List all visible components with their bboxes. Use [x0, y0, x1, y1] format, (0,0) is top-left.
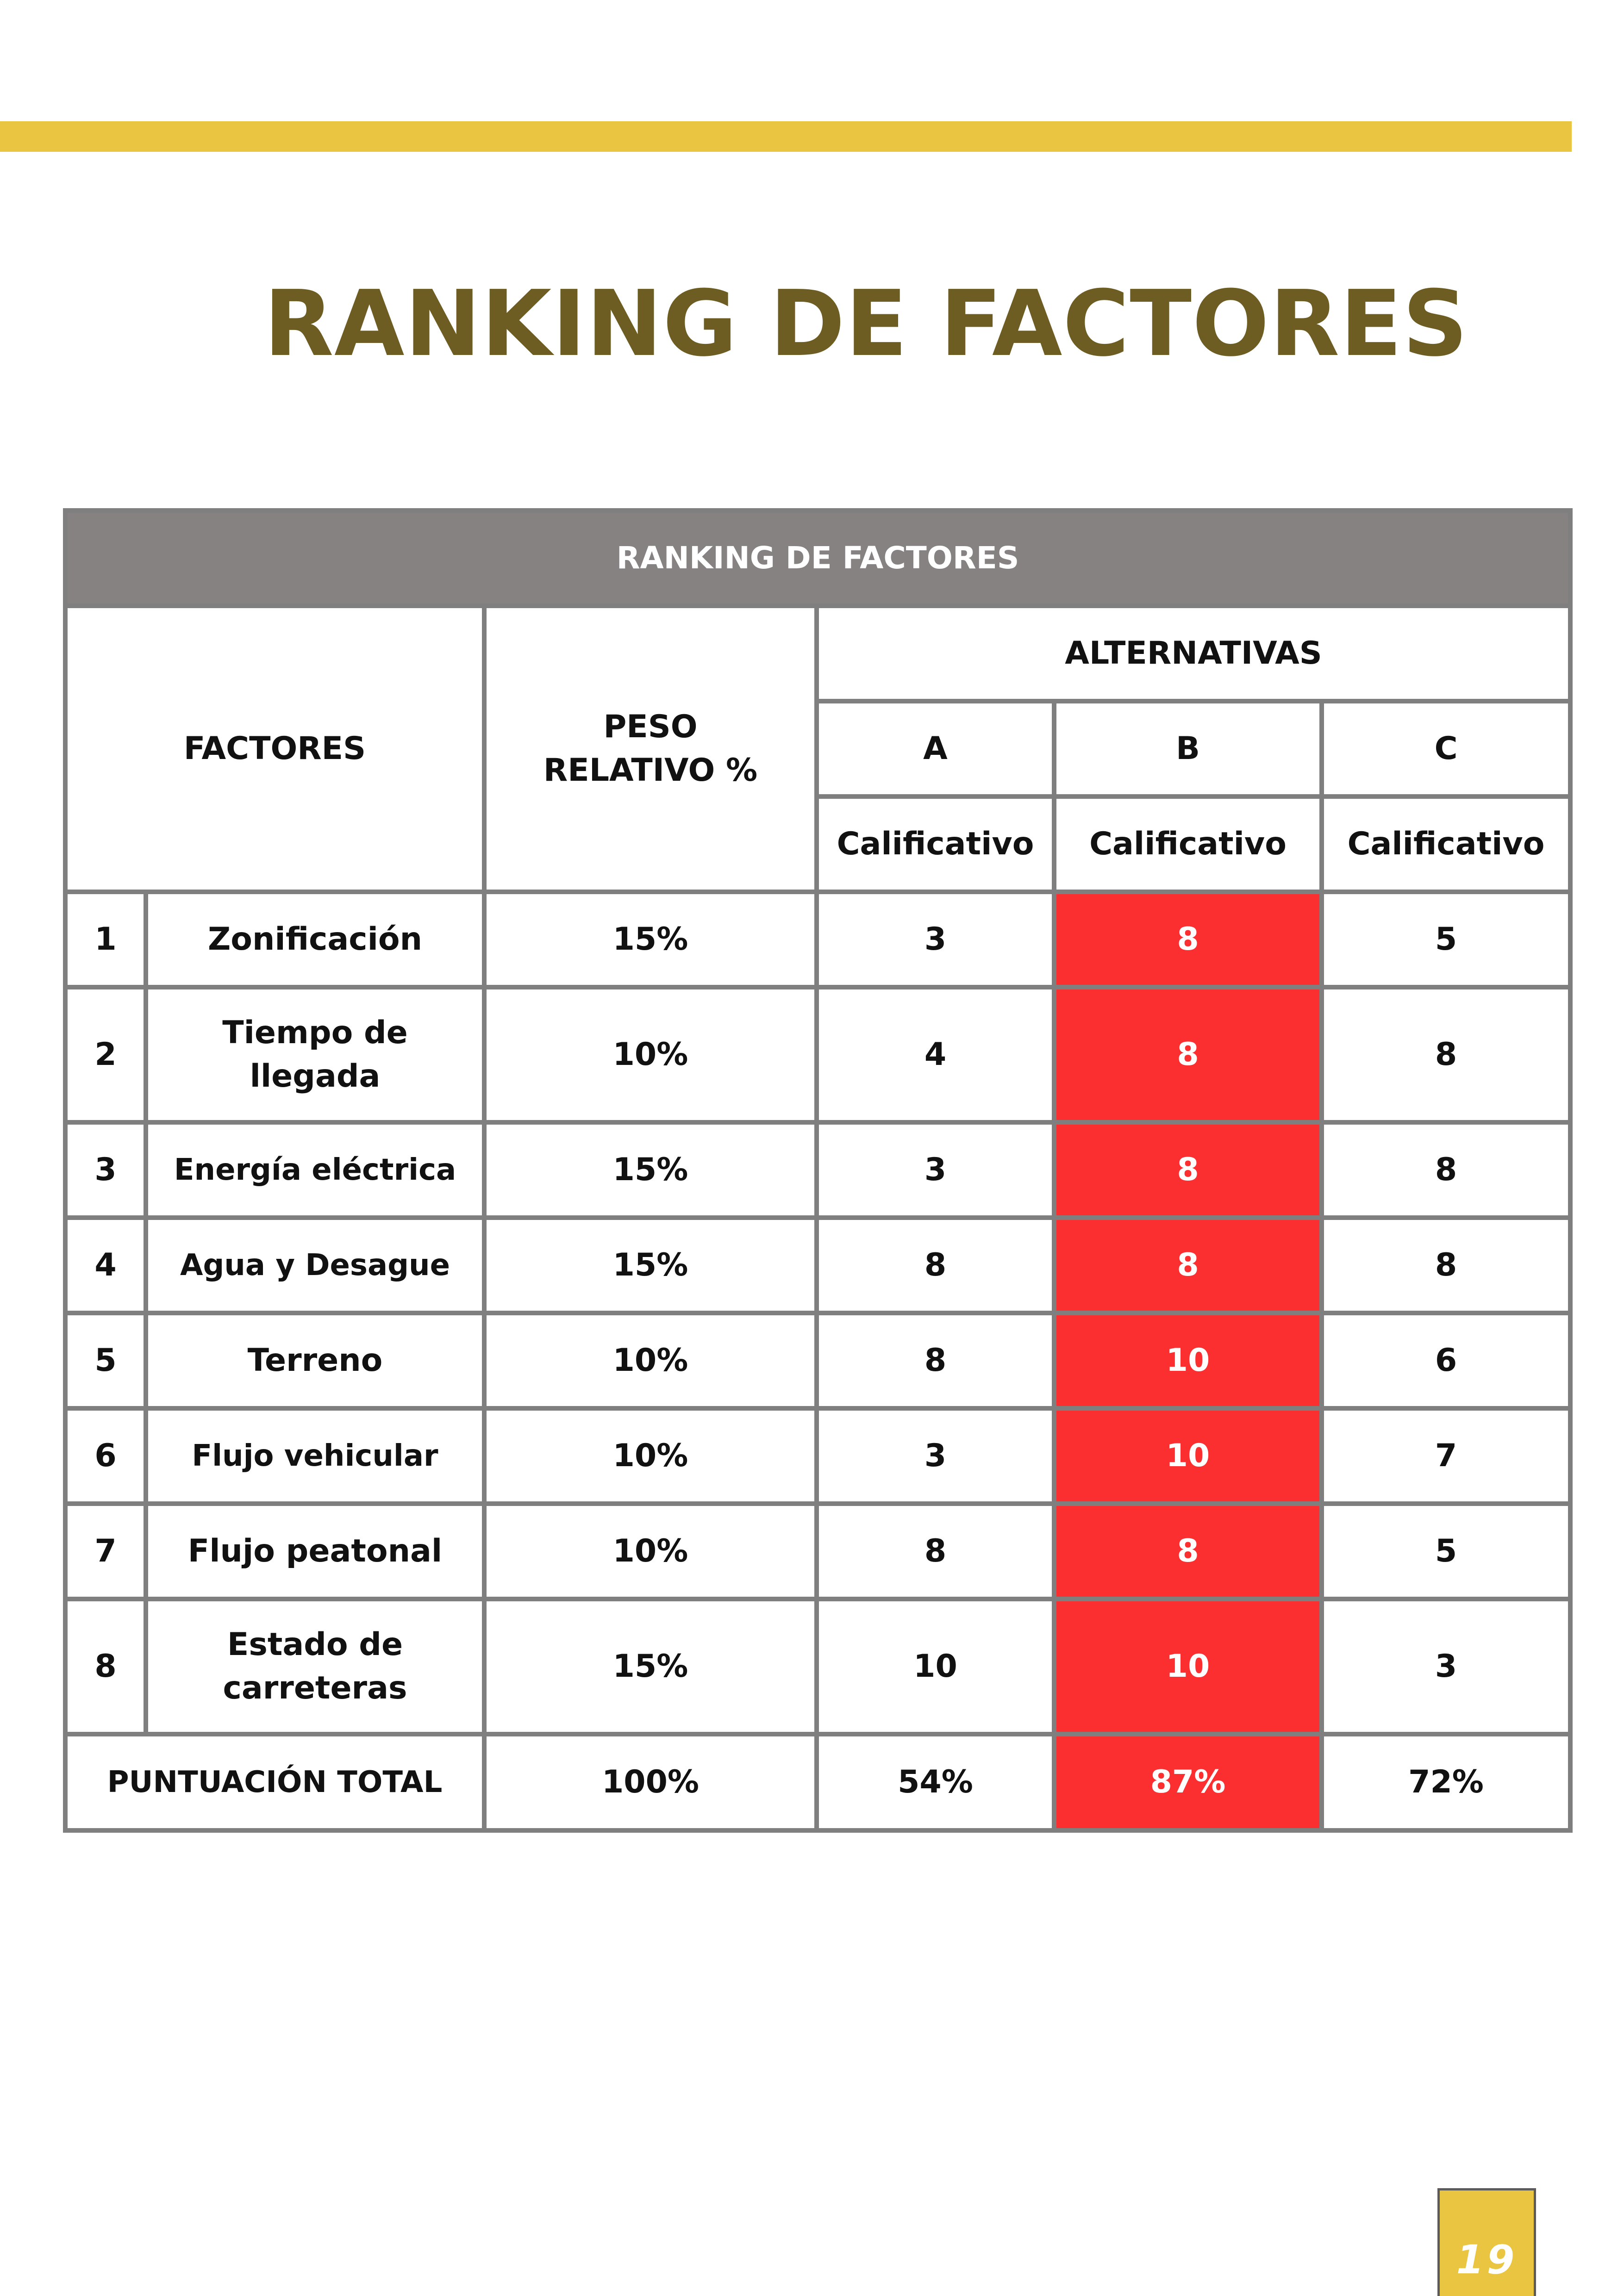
table-row — [65, 1599, 1570, 1734]
factor-name: Tiempo de llegada — [146, 987, 484, 1122]
score-c: 7 — [1322, 1408, 1570, 1504]
score-b: 8 — [1054, 1504, 1322, 1599]
peso-value: 15% — [484, 1599, 817, 1734]
table-row — [65, 892, 1570, 987]
score-b: 8 — [1054, 892, 1322, 987]
row-number: 1 — [65, 892, 146, 987]
table-row — [65, 1122, 1570, 1218]
table-row — [65, 987, 1570, 1122]
score-a: 8 — [817, 1313, 1054, 1408]
header-row — [65, 606, 1570, 701]
page-number: 19 — [1456, 2237, 1518, 2283]
score-b: 10 — [1054, 1313, 1322, 1408]
score-c: 5 — [1322, 892, 1570, 987]
row-number: 6 — [65, 1408, 146, 1504]
score-a: 4 — [817, 987, 1054, 1122]
factor-name: Agua y Desague — [146, 1218, 484, 1313]
peso-value: 10% — [484, 1504, 817, 1599]
header-alternative-c: C — [1322, 701, 1570, 796]
table-banner-row — [65, 510, 1570, 606]
table-row — [65, 1504, 1570, 1599]
header-calificativo-c: Calificativo — [1322, 796, 1570, 892]
table-banner: RANKING DE FACTORES — [65, 510, 1570, 606]
score-a: 10 — [817, 1599, 1054, 1734]
factor-name: Flujo peatonal — [146, 1504, 484, 1599]
score-c: 8 — [1322, 1122, 1570, 1218]
peso-value: 10% — [484, 987, 817, 1122]
peso-value: 10% — [484, 1408, 817, 1504]
row-number: 7 — [65, 1504, 146, 1599]
score-b: 8 — [1054, 1218, 1322, 1313]
header-alternative-a: A — [817, 701, 1054, 796]
score-a: 3 — [817, 1122, 1054, 1218]
table-row — [65, 1218, 1570, 1313]
score-b: 8 — [1054, 987, 1322, 1122]
score-a: 3 — [817, 1408, 1054, 1504]
row-number: 3 — [65, 1122, 146, 1218]
score-c: 6 — [1322, 1313, 1570, 1408]
peso-value: 15% — [484, 892, 817, 987]
row-number: 5 — [65, 1313, 146, 1408]
peso-value: 15% — [484, 1122, 817, 1218]
score-c: 8 — [1322, 987, 1570, 1122]
score-c: 8 — [1322, 1218, 1570, 1313]
header-alternative-b: B — [1054, 701, 1322, 796]
total-row — [65, 1734, 1570, 1830]
row-number: 4 — [65, 1218, 146, 1313]
page-number-box — [1437, 2188, 1536, 2296]
header-alternativas: ALTERNATIVAS — [817, 606, 1570, 701]
factor-name: Estado de carreteras — [146, 1599, 484, 1734]
header-peso-relativo: PESO RELATIVO % — [484, 606, 817, 892]
factor-name: Zonificación — [146, 892, 484, 987]
total-label: PUNTUACIÓN TOTAL — [65, 1734, 484, 1830]
row-number: 2 — [65, 987, 146, 1122]
factor-name: Energía eléctrica — [146, 1122, 484, 1218]
table-row — [65, 1408, 1570, 1504]
factor-name: Terreno — [146, 1313, 484, 1408]
score-b: 10 — [1054, 1408, 1322, 1504]
top-accent-bar — [0, 121, 1572, 152]
total-a: 54% — [817, 1734, 1054, 1830]
row-number: 8 — [65, 1599, 146, 1734]
header-calificativo-b: Calificativo — [1054, 796, 1322, 892]
page-title: RANKING DE FACTORES — [264, 271, 1468, 377]
score-c: 5 — [1322, 1504, 1570, 1599]
total-c: 72% — [1322, 1734, 1570, 1830]
factor-name: Flujo vehicular — [146, 1408, 484, 1504]
ranking-table — [63, 508, 1573, 1833]
score-a: 8 — [817, 1218, 1054, 1313]
score-a: 8 — [817, 1504, 1054, 1599]
score-b: 10 — [1054, 1599, 1322, 1734]
peso-value: 10% — [484, 1313, 817, 1408]
total-peso: 100% — [484, 1734, 817, 1830]
header-calificativo-a: Calificativo — [817, 796, 1054, 892]
score-b: 8 — [1054, 1122, 1322, 1218]
peso-value: 15% — [484, 1218, 817, 1313]
total-b: 87% — [1054, 1734, 1322, 1830]
score-a: 3 — [817, 892, 1054, 987]
header-factores: FACTORES — [65, 606, 484, 892]
score-c: 3 — [1322, 1599, 1570, 1734]
table-row — [65, 1313, 1570, 1408]
